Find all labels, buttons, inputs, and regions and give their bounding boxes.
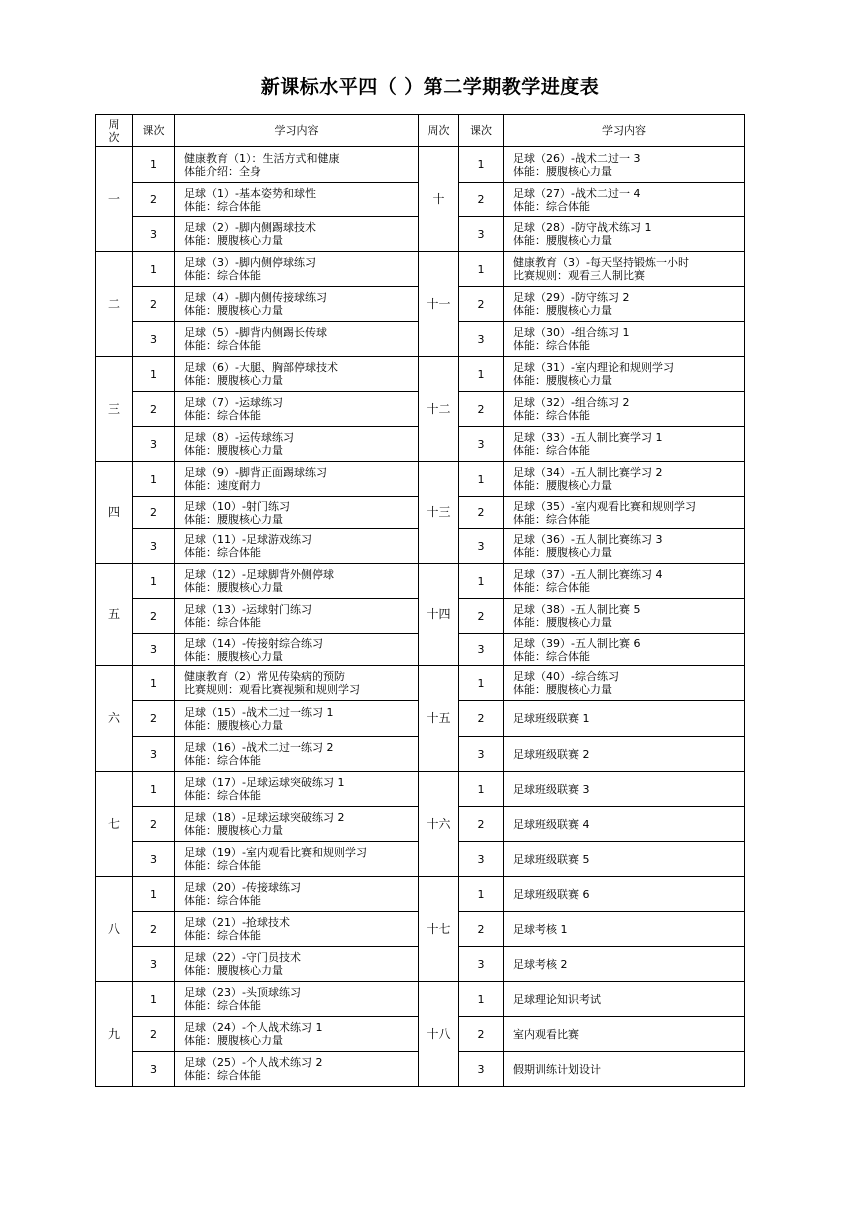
lesson-line-2: 体能：腰腹核心力量: [184, 444, 283, 457]
right-lesson-number: 2: [459, 599, 504, 634]
left-lesson-number: 1: [133, 666, 175, 701]
lesson-line-1: 足球考核 1: [513, 922, 568, 936]
table-row: [96, 564, 745, 599]
lesson-line-1: 足球（10）-射门练习: [184, 499, 290, 513]
header-content-right: 学习内容: [504, 115, 745, 147]
lesson-line-1: 足球班级联赛 5: [513, 852, 590, 866]
left-lesson-number: 2: [133, 807, 175, 842]
left-lesson-content: [175, 807, 419, 842]
lesson-line-1: 足球班级联赛 3: [513, 782, 590, 796]
lesson-line-2: 体能：综合体能: [513, 339, 590, 352]
right-lesson-number: 3: [459, 217, 504, 252]
lesson-line-1: 足球（39）-五人制比赛 6: [513, 636, 641, 650]
lesson-line-2: 体能：腰腹核心力量: [184, 234, 283, 247]
lesson-line-2: 体能：综合体能: [184, 894, 261, 907]
right-week-cell: 十一: [419, 252, 459, 357]
left-lesson-number: 3: [133, 217, 175, 252]
header-week: [96, 115, 133, 147]
right-lesson-number: 3: [459, 1052, 504, 1087]
right-lesson-content: [504, 1017, 745, 1052]
lesson-line-1: 足球（8）-运传球练习: [184, 431, 294, 444]
lesson-line-1: 足球（40）-综合练习: [513, 670, 619, 683]
lesson-line-2: 体能介绍：全身: [184, 164, 261, 178]
left-lesson-content: [175, 1052, 419, 1087]
lesson-line-1: 足球（24）-个人战术练习 1: [184, 1021, 323, 1034]
left-week-cell: 九: [96, 982, 133, 1087]
left-lesson-number: 1: [133, 564, 175, 599]
lesson-line-2: 体能：腰腹核心力量: [513, 683, 612, 696]
lesson-line-1: 足球（17）-足球运球突破练习 1: [184, 776, 345, 789]
lesson-line-1: 足球（34）-五人制比赛学习 2: [513, 466, 663, 479]
left-lesson-content: [175, 912, 419, 947]
lesson-line-1: 健康教育（3）-每天坚持锻炼一小时: [513, 256, 689, 269]
lesson-line-2: 体能：腰腹核心力量: [184, 718, 283, 732]
right-lesson-content: [504, 807, 745, 842]
header-content: 学习内容: [175, 115, 419, 147]
lesson-line-1: 足球（16）-战术二过一练习 2: [184, 741, 334, 754]
lesson-line-1: 足球（4）-脚内侧传接球练习: [184, 291, 327, 304]
lesson-line-2: 体能：速度耐力: [184, 479, 261, 492]
lesson-line-2: 体能：腰腹核心力量: [184, 512, 283, 526]
right-lesson-number: 1: [459, 666, 504, 701]
lesson-line-2: 体能：综合体能: [513, 199, 590, 213]
lesson-line-2: 体能：腰腹核心力量: [184, 964, 283, 977]
left-week-cell: 四: [96, 462, 133, 564]
right-lesson-content: [504, 427, 745, 462]
table-row: [96, 462, 745, 497]
right-lesson-content: [504, 599, 745, 634]
left-lesson-content: [175, 427, 419, 462]
lesson-line-2: 体能：综合体能: [184, 754, 261, 767]
lesson-line-2: 体能：腰腹核心力量: [513, 234, 612, 247]
right-week-cell: 十七: [419, 877, 459, 982]
right-lesson-content: [504, 912, 745, 947]
lesson-line-1: 足球（19）-室内观看比赛和规则学习: [184, 846, 367, 859]
lesson-line-1: 足球（5）-脚背内侧踢长传球: [184, 326, 327, 339]
lesson-line-1: 足球（36）-五人制比赛练习 3: [513, 533, 663, 546]
left-lesson-content: [175, 392, 419, 427]
left-lesson-number: 2: [133, 392, 175, 427]
lesson-line-2: 体能：腰腹核心力量: [184, 1034, 283, 1047]
lesson-line-2: 体能：腰腹核心力量: [513, 546, 612, 559]
left-lesson-number: 3: [133, 529, 175, 564]
right-lesson-content: [504, 701, 745, 737]
lesson-line-2: 体能：腰腹核心力量: [513, 304, 612, 317]
right-lesson-number: 3: [459, 634, 504, 666]
lesson-line-2: 体能：腰腹核心力量: [184, 649, 283, 663]
right-lesson-content: [504, 842, 745, 877]
right-lesson-number: 2: [459, 497, 504, 529]
lesson-line-1: 足球班级联赛 1: [513, 712, 590, 725]
lesson-line-2: 体能：综合体能: [184, 1069, 261, 1082]
left-lesson-number: 2: [133, 599, 175, 634]
left-week-cell: 二: [96, 252, 133, 357]
lesson-line-2: 体能：综合体能: [184, 409, 261, 422]
header-week-bottom: 次: [108, 130, 120, 144]
lesson-line-1: 足球（21）-抢球技术: [184, 916, 290, 929]
lesson-line-2: 体能：腰腹核心力量: [513, 164, 612, 178]
right-lesson-content: [504, 392, 745, 427]
right-lesson-content: [504, 737, 745, 772]
lesson-line-1: 足球（9）-脚背正面踢球练习: [184, 466, 327, 479]
left-lesson-content: [175, 634, 419, 666]
left-week-cell: 八: [96, 877, 133, 982]
right-lesson-number: 3: [459, 737, 504, 772]
header-row: [96, 115, 745, 147]
lesson-line-1: 足球（18）-足球运球突破练习 2: [184, 811, 345, 824]
lesson-line-2: 体能：综合体能: [184, 859, 261, 872]
lesson-line-2: 体能：腰腹核心力量: [513, 616, 612, 629]
left-lesson-content: [175, 147, 419, 183]
right-lesson-number: 2: [459, 287, 504, 322]
right-week-cell: 十: [419, 147, 459, 252]
right-lesson-content: [504, 217, 745, 252]
table-row: [96, 982, 745, 1017]
left-lesson-number: 1: [133, 877, 175, 912]
lesson-line-2: 体能：腰腹核心力量: [513, 374, 612, 387]
left-lesson-content: [175, 529, 419, 564]
left-lesson-content: [175, 357, 419, 392]
lesson-line-1: 足球（30）-组合练习 1: [513, 326, 630, 339]
left-lesson-number: 3: [133, 842, 175, 877]
lesson-line-1: 足球（25）-个人战术练习 2: [184, 1056, 323, 1069]
left-lesson-content: [175, 701, 419, 737]
table-row: [96, 252, 745, 287]
right-lesson-number: 1: [459, 462, 504, 497]
lesson-line-1: 假期训练计划设计: [513, 1062, 601, 1076]
right-lesson-content: [504, 947, 745, 982]
left-week-cell: 六: [96, 666, 133, 772]
right-lesson-content: [504, 183, 745, 217]
right-lesson-content: [504, 1052, 745, 1087]
right-lesson-content: [504, 982, 745, 1017]
table-row: [96, 147, 745, 183]
table-row: [96, 772, 745, 807]
lesson-line-1: 足球（38）-五人制比赛 5: [513, 603, 641, 616]
lesson-line-1: 足球（33）-五人制比赛学习 1: [513, 431, 663, 444]
lesson-line-2: 比赛规则：观看比赛视频和规则学习: [184, 683, 360, 696]
left-lesson-number: 2: [133, 287, 175, 322]
lesson-line-2: 体能：综合体能: [513, 512, 590, 526]
lesson-line-1: 健康教育（2）常见传染病的预防: [184, 670, 345, 683]
left-lesson-content: [175, 287, 419, 322]
right-lesson-number: 1: [459, 147, 504, 183]
right-lesson-number: 2: [459, 392, 504, 427]
right-week-cell: 十五: [419, 666, 459, 772]
lesson-line-1: 足球（28）-防守战术练习 1: [513, 221, 652, 234]
left-lesson-content: [175, 322, 419, 357]
right-lesson-content: [504, 147, 745, 183]
left-lesson-number: 1: [133, 357, 175, 392]
left-lesson-number: 2: [133, 183, 175, 217]
right-lesson-number: 2: [459, 912, 504, 947]
left-lesson-content: [175, 497, 419, 529]
lesson-line-2: 体能：综合体能: [184, 789, 261, 802]
right-week-cell: 十二: [419, 357, 459, 462]
lesson-line-1: 足球（3）-脚内侧停球练习: [184, 256, 316, 269]
lesson-line-1: 足球班级联赛 4: [513, 817, 590, 831]
right-week-cell: 十八: [419, 982, 459, 1087]
header-week-top: 周: [108, 117, 120, 131]
lesson-line-2: 体能：综合体能: [513, 581, 590, 594]
header-lesson-right: 课次: [459, 115, 504, 147]
lesson-line-2: 体能：腰腹核心力量: [513, 479, 612, 492]
left-lesson-content: [175, 217, 419, 252]
left-lesson-content: [175, 666, 419, 701]
left-lesson-number: 2: [133, 701, 175, 737]
right-lesson-number: 1: [459, 357, 504, 392]
left-lesson-number: 3: [133, 427, 175, 462]
right-lesson-content: [504, 529, 745, 564]
lesson-line-2: 体能：腰腹核心力量: [184, 824, 283, 837]
right-week-cell: 十六: [419, 772, 459, 877]
right-lesson-number: 2: [459, 1017, 504, 1052]
left-lesson-number: 1: [133, 462, 175, 497]
right-lesson-number: 2: [459, 701, 504, 737]
left-lesson-content: [175, 772, 419, 807]
left-lesson-number: 3: [133, 634, 175, 666]
right-lesson-number: 1: [459, 252, 504, 287]
right-lesson-number: 3: [459, 529, 504, 564]
left-lesson-content: [175, 877, 419, 912]
left-lesson-content: [175, 982, 419, 1017]
lesson-line-1: 足球（1）-基本姿势和球性: [184, 186, 316, 200]
lesson-line-1: 足球（22）-守门员技术: [184, 951, 301, 964]
lesson-line-1: 足球（11）-足球游戏练习: [184, 533, 312, 546]
right-lesson-number: 3: [459, 427, 504, 462]
left-lesson-number: 3: [133, 947, 175, 982]
right-lesson-content: [504, 462, 745, 497]
left-lesson-content: [175, 947, 419, 982]
lesson-line-1: 室内观看比赛: [513, 1027, 579, 1041]
right-lesson-content: [504, 252, 745, 287]
lesson-line-1: 足球（12）-足球脚背外侧停球: [184, 568, 334, 581]
lesson-line-2: 体能：腰腹核心力量: [184, 374, 283, 387]
lesson-line-1: 足球（27）-战术二过一 4: [513, 186, 641, 200]
lesson-line-2: 体能：综合体能: [184, 339, 261, 352]
lesson-line-1: 足球理论知识考试: [513, 992, 601, 1006]
left-lesson-content: [175, 599, 419, 634]
right-lesson-content: [504, 497, 745, 529]
right-lesson-number: 1: [459, 564, 504, 599]
lesson-line-1: 足球（6）-大腿、胸部停球技术: [184, 361, 338, 374]
left-lesson-number: 2: [133, 497, 175, 529]
lesson-line-1: 足球（31）-室内理论和规则学习: [513, 361, 674, 374]
left-week-cell: 七: [96, 772, 133, 877]
lesson-line-1: 足球考核 2: [513, 957, 568, 971]
lesson-line-2: 体能：综合体能: [184, 199, 261, 213]
lesson-line-2: 体能：综合体能: [184, 269, 261, 282]
lesson-line-2: 体能：综合体能: [184, 616, 261, 629]
lesson-line-1: 足球班级联赛 6: [513, 887, 590, 901]
lesson-line-2: 体能：综合体能: [184, 546, 261, 559]
left-lesson-number: 3: [133, 737, 175, 772]
lesson-line-2: 体能：腰腹核心力量: [184, 581, 283, 594]
left-week-cell: 五: [96, 564, 133, 666]
lesson-line-1: 足球（20）-传接球练习: [184, 881, 301, 894]
left-lesson-content: [175, 183, 419, 217]
left-lesson-number: 1: [133, 982, 175, 1017]
lesson-line-1: 足球（23）-头顶球练习: [184, 986, 301, 999]
right-lesson-number: 1: [459, 877, 504, 912]
header-week-right: 周次: [419, 115, 459, 147]
right-lesson-number: 2: [459, 183, 504, 217]
right-week-cell: 十三: [419, 462, 459, 564]
left-lesson-number: 1: [133, 147, 175, 183]
right-lesson-content: [504, 322, 745, 357]
right-lesson-number: 3: [459, 842, 504, 877]
left-week-cell: 一: [96, 147, 133, 252]
left-lesson-content: [175, 462, 419, 497]
right-lesson-number: 1: [459, 772, 504, 807]
lesson-line-2: 体能：综合体能: [184, 929, 261, 942]
left-lesson-content: [175, 252, 419, 287]
left-lesson-number: 1: [133, 252, 175, 287]
lesson-line-1: 足球（14）-传接射综合练习: [184, 636, 323, 650]
left-lesson-content: [175, 1017, 419, 1052]
right-lesson-number: 3: [459, 322, 504, 357]
left-lesson-number: 3: [133, 322, 175, 357]
lesson-line-2: 体能：综合体能: [184, 999, 261, 1012]
right-lesson-number: 1: [459, 982, 504, 1017]
right-lesson-content: [504, 877, 745, 912]
lesson-line-2: 比赛规则：观看三人制比赛: [513, 269, 645, 282]
lesson-line-2: 体能：综合体能: [513, 444, 590, 457]
lesson-line-1: 足球（2）-脚内侧踢球技术: [184, 221, 316, 234]
header-lesson: 课次: [133, 115, 175, 147]
right-lesson-content: [504, 287, 745, 322]
table-row: [96, 357, 745, 392]
lesson-line-1: 足球（35）-室内观看比赛和规则学习: [513, 499, 696, 513]
left-lesson-number: 3: [133, 1052, 175, 1087]
right-lesson-content: [504, 564, 745, 599]
right-lesson-number: 2: [459, 807, 504, 842]
left-lesson-number: 1: [133, 772, 175, 807]
lesson-line-1: 足球（29）-防守练习 2: [513, 291, 630, 304]
lesson-line-1: 健康教育（1）：生活方式和健康: [184, 151, 340, 165]
schedule-body: [96, 147, 745, 1087]
lesson-line-2: 体能：综合体能: [513, 649, 590, 663]
left-lesson-content: [175, 737, 419, 772]
lesson-line-1: 足球（32）-组合练习 2: [513, 396, 630, 409]
right-lesson-content: [504, 634, 745, 666]
page-title: 新课标水平四（ ）第二学期教学进度表: [260, 76, 600, 98]
left-lesson-content: [175, 842, 419, 877]
lesson-line-2: 体能：综合体能: [513, 409, 590, 422]
left-lesson-number: 2: [133, 912, 175, 947]
lesson-line-1: 足球班级联赛 2: [513, 747, 590, 761]
left-lesson-content: [175, 564, 419, 599]
right-lesson-content: [504, 357, 745, 392]
right-lesson-content: [504, 666, 745, 701]
left-week-cell: 三: [96, 357, 133, 462]
table-row: [96, 666, 745, 701]
right-lesson-number: 3: [459, 947, 504, 982]
right-lesson-content: [504, 772, 745, 807]
lesson-line-1: 足球（15）-战术二过一练习 1: [184, 705, 334, 719]
left-lesson-number: 2: [133, 1017, 175, 1052]
right-week-cell: 十四: [419, 564, 459, 666]
lesson-line-1: 足球（13）-运球射门练习: [184, 603, 312, 616]
lesson-line-1: 足球（37）-五人制比赛练习 4: [513, 568, 663, 581]
lesson-line-2: 体能：腰腹核心力量: [184, 304, 283, 317]
schedule-table: [95, 114, 745, 1087]
table-row: [96, 877, 745, 912]
lesson-line-1: 足球（26）-战术二过一 3: [513, 151, 641, 165]
lesson-line-1: 足球（7）-运球练习: [184, 396, 283, 409]
